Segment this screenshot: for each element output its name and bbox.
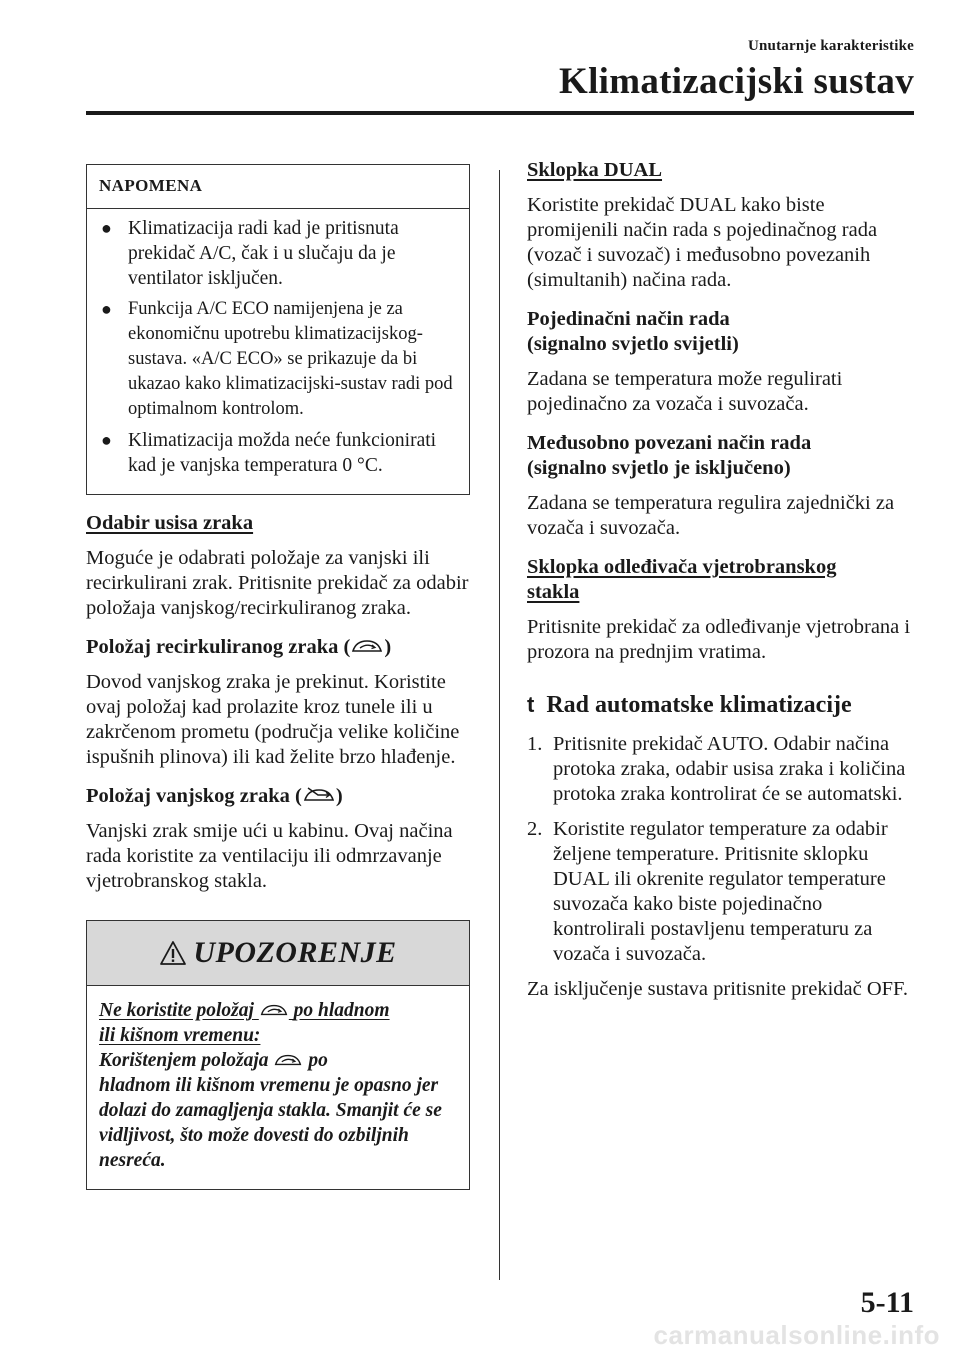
- page-title: Klimatizacijski sustav: [558, 61, 914, 102]
- dual-title: Sklopka DUAL: [527, 159, 663, 181]
- individual-heading: Pojedinačni način rada (signalno svjetlo svijetli): [527, 308, 739, 355]
- column-divider: [499, 170, 500, 1280]
- right-column: [527, 158, 917, 1002]
- bullet-icon: ●: [101, 430, 112, 450]
- outside-heading: Položaj vanjskog zraka ( ): [86, 785, 343, 807]
- note-box: [86, 164, 470, 495]
- defroster-title: Sklopka odleđivača vjetrobranskog stakla: [527, 556, 837, 603]
- note-item: ● Klimatizacija radi kad je pritisnuta prekidač A/C, čak i u slučaju da je ventilator isključen.: [101, 218, 399, 289]
- warning-triangle-icon: [159, 940, 187, 966]
- list-item: 1. Pritisnite prekidač AUTO. Odabir načina protoka zraka, odabir usisa zraka i količina protoka zraka kontrolirat će se automatski.: [527, 733, 906, 805]
- dual-text: Koristite prekidač DUAL kako biste promijenili način rada s pojedinačnog rada (vozač i suvozač) i međusobno povezanih (simultanih) načina rada.: [527, 194, 878, 291]
- bullet-icon: ●: [101, 218, 112, 238]
- linked-heading: Međusobno povezani način rada (signalno svjetlo je isključeno): [527, 432, 812, 479]
- intake-text: Moguće je odabrati položaje za vanjski ili recirkulirani zrak. Pritisnite prekidač za odabir položaja vanjskog/recirkuliranog zraka.: [86, 547, 469, 619]
- watermark-url: carmanualsonline.info: [653, 1320, 940, 1350]
- intake-title: Odabir usisa zraka: [86, 512, 254, 534]
- page-number: 5-11: [860, 1286, 914, 1319]
- list-item: 2. Koristite regulator temperature za odabir željene temperature. Pritisnite sklopku DUAL ili okrenite regulator temperature suvozača kako biste pojedinačno kontrolirali postavljenu temperaturu za vozača i suvozača.: [527, 818, 888, 965]
- recirc-heading: Položaj recirkuliranog zraka ( ): [86, 636, 392, 658]
- auto-steps: [527, 732, 917, 967]
- note-heading: NAPOMENA: [87, 165, 469, 209]
- section-marker: t: [527, 692, 535, 717]
- note-list: [87, 209, 469, 494]
- section-label: Unutarnje karakteristike: [747, 38, 914, 54]
- individual-text: Zadana se temperatura može regulirati pojedinačno za vozača i suvozača.: [527, 368, 843, 415]
- recirculation-icon: [350, 636, 384, 656]
- left-column: [86, 164, 470, 1190]
- bullet-icon: ●: [101, 299, 112, 319]
- warning-body: Ne koristite položaj po hladnom ili kišnom vremenu: Korištenjem položaja po hladnom ili kišnom vremenu je opasno jer dolazi do zamagljenja stakla. Smanjit će se vidljivost, što može dovesti do ozbiljnih nesreća.: [99, 1000, 442, 1171]
- off-text: Za isključenje sustava pritisnite prekidač OFF.: [527, 978, 908, 1000]
- warning-title: UPOZORENJE: [193, 936, 397, 969]
- recirc-text: Dovod vanjskog zraka je prekinut. Koristite ovaj položaj kad prolazite kroz tunele ili u zakrčenom prometu (područja velike količine ispušnih plinova) ili kad želite brzo hlađenje.: [86, 671, 460, 768]
- auto-heading: t Rad automatske klimatizacije: [527, 692, 852, 718]
- recirculation-icon: [273, 1051, 303, 1069]
- warning-header: [87, 921, 469, 986]
- outside-air-icon: [302, 785, 336, 805]
- header-rule: [86, 111, 914, 115]
- recirculation-icon: [259, 1001, 289, 1019]
- note-item: ● Klimatizacija možda neće funkcionirati kad je vanjska temperatura 0 °C.: [101, 430, 437, 476]
- note-item: ● Funkcija A/C ECO namijenjena je za ekonomičnu upotrebu klimatizacijskog- sustava. «A/C ECO» se prikazuje da bi ukazao kako klimatizacijski-sustav radi pod optimalnom kontrolom.: [101, 299, 453, 419]
- linked-text: Zadana se temperatura regulira zajednički za vozača i suvozača.: [527, 492, 895, 539]
- warning-box: [86, 920, 470, 1190]
- defroster-text: Pritisnite prekidač za odleđivanje vjetrobrana i prozora na prednjim vratima.: [527, 616, 911, 663]
- outside-text: Vanjski zrak smije ući u kabinu. Ovaj načina rada koristite za ventilaciju ili odmrzavanje vjetrobranskog stakla.: [86, 820, 453, 892]
